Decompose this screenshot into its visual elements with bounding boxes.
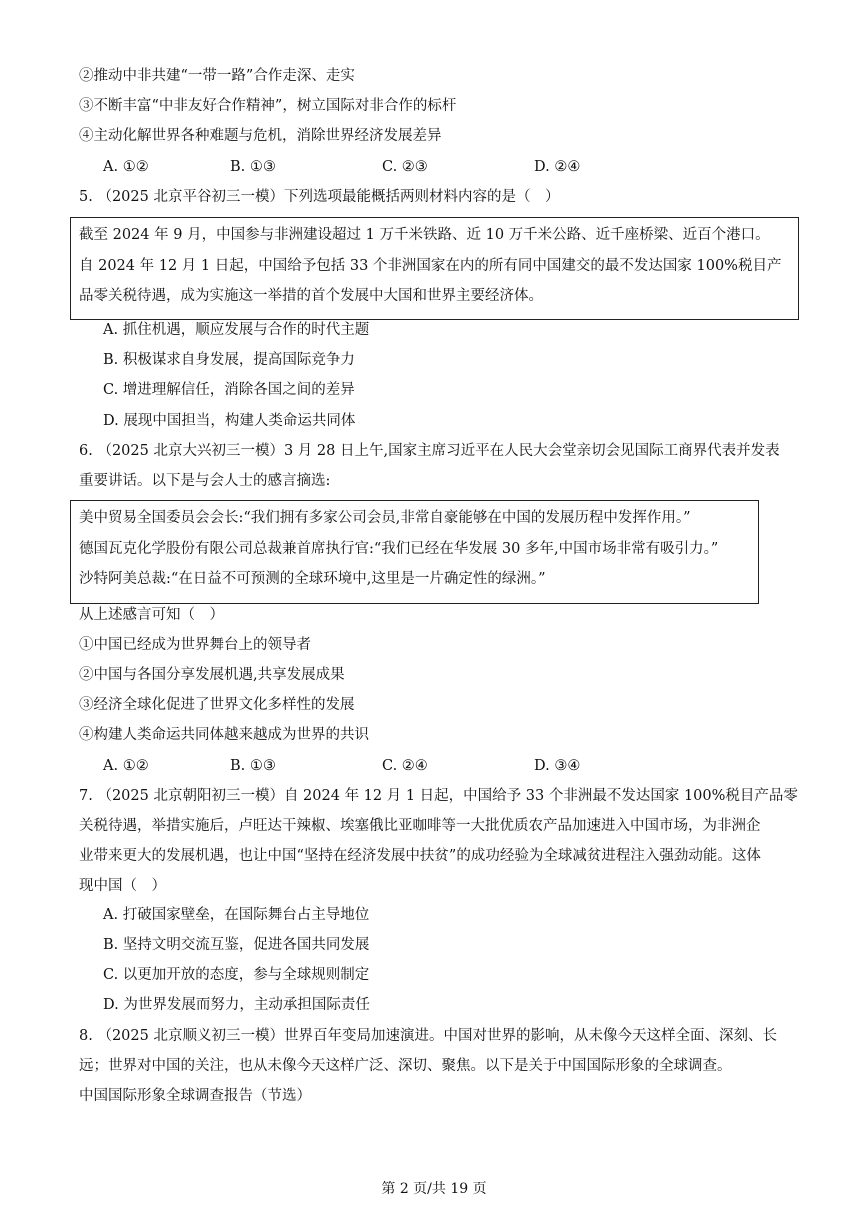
q5-stem: 5. （2025 北京平谷初三一模）下列选项最能概括两则材料内容的是（ ） [79, 189, 560, 205]
q5-option-c: C. 增进理解信任，消除各国之间的差异 [103, 382, 355, 398]
q6-item-3: ③经济全球化促进了世界文化多样性的发展 [79, 697, 355, 713]
q7-stem-line: 现中国（ ） [79, 878, 166, 894]
prev-option-d: D. ②④ [534, 159, 581, 175]
q5-material-line: 截至 2024 年 9 月，中国参与非洲建设超过 1 万千米铁路、近 10 万千米公路、近千座桥梁、近百个港口。 [79, 227, 770, 243]
q7-stem-line: 关税待遇，举措实施后，卢旺达干辣椒、埃塞俄比亚咖啡等一大批优质农产品加速进入中国市场，为非洲企 [79, 818, 761, 834]
q7-stem-line: 7. （2025 北京朝阳初三一模）自 2024 年 12 月 1 日起，中国给予 33 个非洲最不发达国家 100%税目产品零 [79, 788, 798, 804]
q6-material-line: 美中贸易全国委员会会长:“我们拥有多家公司会员,非常自豪能够在中国的发展历程中发挥作用。” [79, 510, 691, 526]
q6-option-d: D. ③④ [534, 758, 581, 774]
q7-option-d: D. 为世界发展而努力，主动承担国际责任 [103, 997, 370, 1013]
q8-report-title: 中国国际形象全球调查报告（节选） [79, 1088, 311, 1104]
q5-material-line: 自 2024 年 12 月 1 日起，中国给予包括 33 个非洲国家在内的所有同中国建交的最不发达国家 100%税目产 [79, 258, 782, 274]
q5-option-a: A. 抓住机遇，顺应发展与合作的时代主题 [103, 322, 370, 338]
q5-material-box [70, 217, 799, 320]
q6-item-4: ④构建人类命运共同体越来越成为世界的共识 [79, 727, 369, 743]
page-footer: 第 2 页/共 19 页 [381, 1181, 487, 1197]
q6-stem-line: 重要讲话。以下是与会人士的感言摘选: [79, 473, 331, 489]
q8-stem-line: 远；世界对中国的关注，也从未像今天这样广泛、深切、聚焦。以下是关于中国国际形象的全球调查。 [79, 1058, 732, 1074]
prev-item-4: ④主动化解世界各种难题与危机，消除世界经济发展差异 [79, 128, 442, 144]
q6-question: 从上述感言可知（ ） [79, 607, 224, 623]
q5-material-line: 品零关税待遇，成为实施这一举措的首个发展中大国和世界主要经济体。 [79, 288, 543, 304]
q6-material-line: 沙特阿美总裁:“在日益不可预测的全球环境中,这里是一片确定性的绿洲。” [79, 571, 546, 587]
prev-option-a: A. ①② [103, 159, 149, 175]
q6-material-box [70, 500, 759, 604]
q6-item-1: ①中国已经成为世界舞台上的领导者 [79, 637, 311, 653]
q5-option-b: B. 积极谋求自身发展，提高国际竞争力 [103, 352, 355, 368]
q6-option-a: A. ①② [103, 758, 149, 774]
q7-option-a: A. 打破国家壁垒，在国际舞台占主导地位 [103, 907, 370, 923]
q7-option-c: C. 以更加开放的态度，参与全球规则制定 [103, 967, 370, 983]
q6-option-b: B. ①③ [230, 758, 276, 774]
q6-material-line: 德国瓦克化学股份有限公司总裁兼首席执行官:“我们已经在华发展 30 多年,中国市场非常有吸引力。” [79, 541, 719, 557]
q8-stem-line: 8. （2025 北京顺义初三一模）世界百年变局加速演进。中国对世界的影响，从未像今天这样全面、深刻、长 [79, 1028, 777, 1044]
q6-stem-line: 6. （2025 北京大兴初三一模）3 月 28 日上午,国家主席习近平在人民大会堂亲切会见国际工商界代表并发表 [79, 443, 780, 459]
prev-item-3: ③不断丰富“中非友好合作精神”，树立国际对非合作的标杆 [79, 98, 457, 114]
q7-option-b: B. 坚持文明交流互鉴，促进各国共同发展 [103, 937, 370, 953]
prev-option-b: B. ①③ [230, 159, 276, 175]
q7-stem-line: 业带来更大的发展机遇，也让中国“坚持在经济发展中扶贫”的成功经验为全球减贫进程注入强劲动能。这体 [79, 848, 761, 864]
q6-option-c: C. ②④ [382, 758, 428, 774]
prev-option-c: C. ②③ [382, 159, 428, 175]
q5-option-d: D. 展现中国担当，构建人类命运共同体 [103, 413, 356, 429]
q6-item-2: ②中国与各国分享发展机遇,共享发展成果 [79, 667, 345, 683]
prev-item-2: ②推动中非共建“一带一路”合作走深、走实 [79, 68, 355, 84]
